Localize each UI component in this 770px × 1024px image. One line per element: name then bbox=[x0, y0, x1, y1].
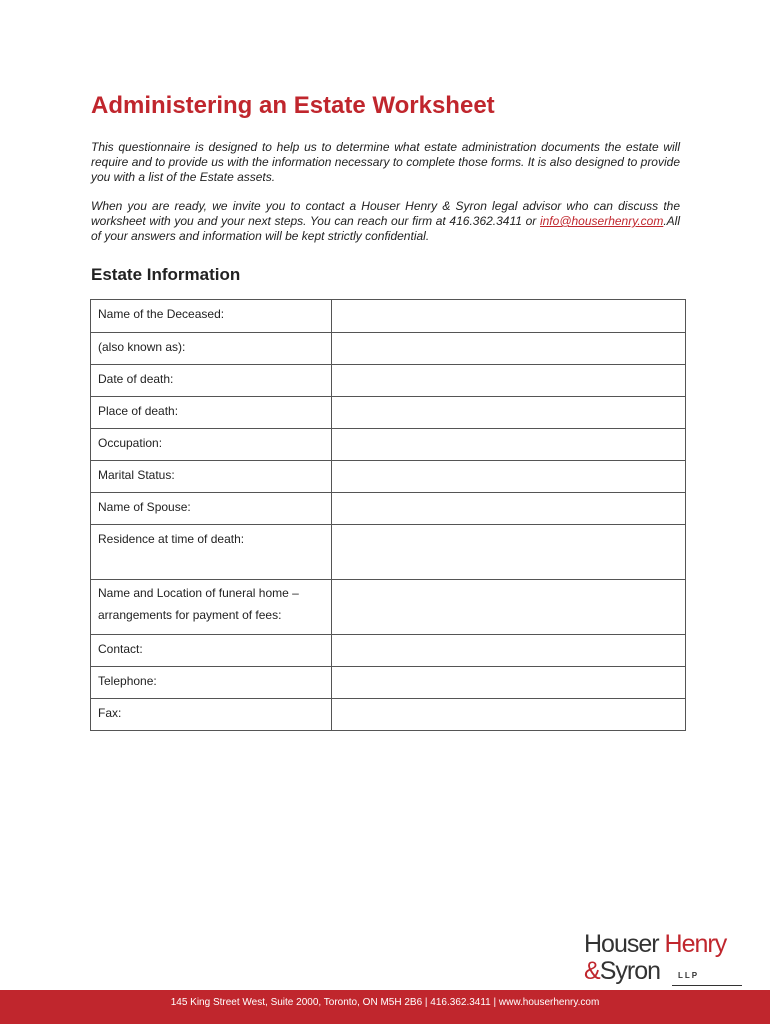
logo-line-1 bbox=[584, 930, 726, 958]
row-label: Name of Spouse: bbox=[91, 493, 332, 525]
intro-paragraph-2 bbox=[91, 199, 680, 244]
logo-ampersand: & bbox=[584, 957, 600, 985]
fax-field[interactable] bbox=[332, 699, 686, 731]
table-row bbox=[91, 493, 686, 525]
table-row bbox=[91, 429, 686, 461]
table-row bbox=[91, 461, 686, 493]
footer-address: 145 King Street West, Suite 2000, Toronto, ON M5H 2B6 | 416.362.3411 | www.houserhenry.com bbox=[170, 997, 600, 1008]
row-label: Contact: bbox=[91, 635, 332, 667]
row-label: (also known as): bbox=[91, 333, 332, 365]
estate-information-table bbox=[90, 299, 686, 731]
row-label-line-2: arrangements for payment of fees: bbox=[98, 608, 282, 622]
place-of-death-field[interactable] bbox=[332, 397, 686, 429]
row-label: Date of death: bbox=[91, 365, 332, 397]
table-row bbox=[91, 699, 686, 731]
date-of-death-field[interactable] bbox=[332, 365, 686, 397]
table-row bbox=[91, 300, 686, 333]
row-label: Occupation: bbox=[91, 429, 332, 461]
logo-line-2 bbox=[584, 957, 660, 985]
logo-word-houser: Houser bbox=[584, 930, 659, 958]
logo-underline bbox=[672, 985, 742, 986]
table-row bbox=[91, 365, 686, 397]
row-label: Telephone: bbox=[91, 667, 332, 699]
telephone-field[interactable] bbox=[332, 667, 686, 699]
deceased-name-field[interactable] bbox=[332, 300, 686, 333]
table-row bbox=[91, 397, 686, 429]
row-label-line-1: Name and Location of funeral home – bbox=[98, 586, 299, 600]
funeral-home-field[interactable] bbox=[332, 580, 686, 635]
table-row bbox=[91, 525, 686, 580]
row-label: Fax: bbox=[91, 699, 332, 731]
table-row bbox=[91, 333, 686, 365]
intro-paragraph-1: This questionnaire is designed to help us to determine what estate administration documents the estate will require and to provide us with the information necessary to complete those forms. It is also designed to provide you with a list of the Estate assets. bbox=[91, 140, 680, 184]
marital-status-field[interactable] bbox=[332, 461, 686, 493]
row-label: Name of the Deceased: bbox=[91, 300, 332, 333]
section-heading-estate-information: Estate Information bbox=[91, 265, 241, 284]
page-title: Administering an Estate Worksheet bbox=[91, 92, 495, 119]
table-row bbox=[91, 580, 686, 635]
row-label: Place of death: bbox=[91, 397, 332, 429]
intro-paragraph-2-text: When you are ready, we invite you to contact a Houser Henry & Syron legal advisor who can discuss the worksheet with you and your next steps. You can reach our firm at 416.362.3411 or bbox=[91, 199, 680, 228]
contact-field[interactable] bbox=[332, 635, 686, 667]
table-row bbox=[91, 667, 686, 699]
table-row bbox=[91, 635, 686, 667]
residence-field[interactable] bbox=[332, 525, 686, 580]
occupation-field[interactable] bbox=[332, 429, 686, 461]
spouse-name-field[interactable] bbox=[332, 493, 686, 525]
logo-word-henry: Henry bbox=[664, 930, 727, 958]
row-label: Marital Status: bbox=[91, 461, 332, 493]
logo-llp: LLP bbox=[678, 971, 700, 980]
row-label: Residence at time of death: bbox=[91, 525, 332, 580]
email-link[interactable]: info@houserhenry.com bbox=[539, 214, 664, 228]
row-label bbox=[91, 580, 332, 635]
also-known-as-field[interactable] bbox=[332, 333, 686, 365]
firm-logo bbox=[584, 930, 744, 990]
logo-word-syron: Syron bbox=[599, 957, 660, 985]
intro-paragraph-2-end: .All of your answers and information will be kept strictly confidential. bbox=[91, 214, 680, 243]
